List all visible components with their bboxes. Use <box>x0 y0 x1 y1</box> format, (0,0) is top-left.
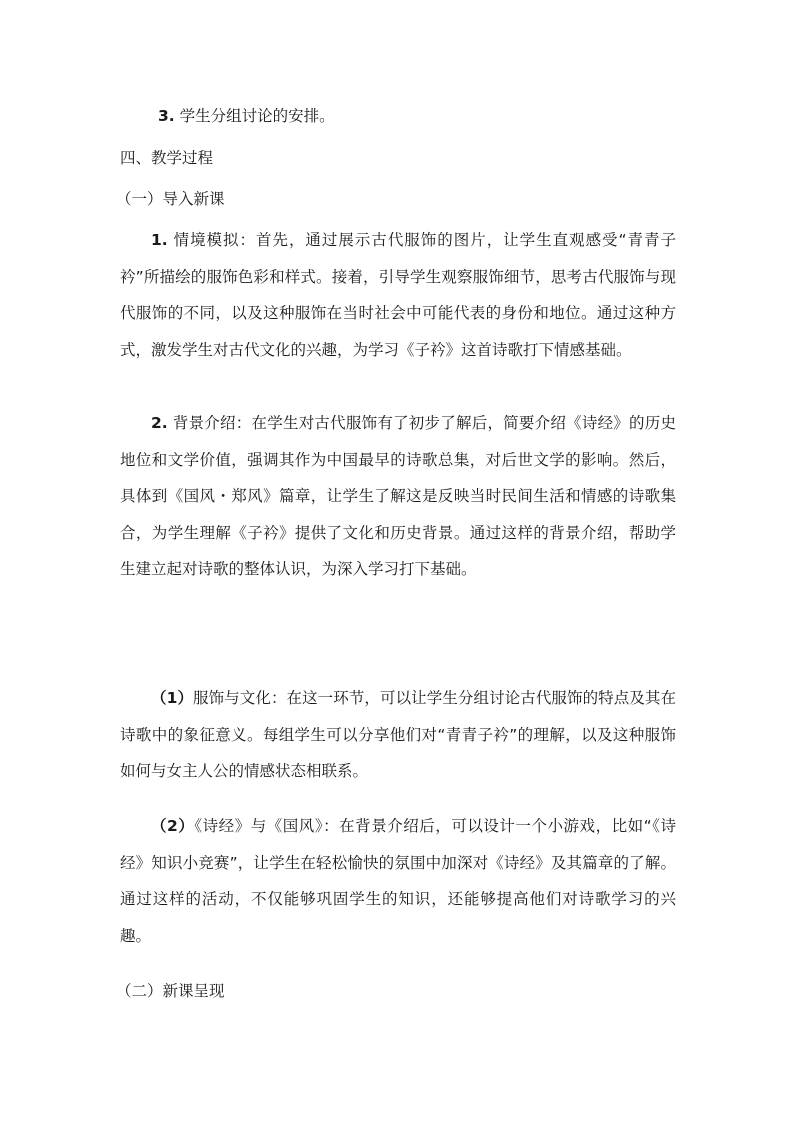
item-number: 3. <box>158 107 175 125</box>
section-title: 四、教学过程 <box>120 149 214 167</box>
subsection-title: （二）新课呈现 <box>116 982 225 1000</box>
subsection-title: （一）导入新课 <box>116 190 225 208</box>
list-item-3 <box>120 98 676 135</box>
paragraph-1 <box>120 222 676 368</box>
paragraph-text: 背景介绍：在学生对古代服饰有了初步了解后，简要介绍《诗经》的历史地位和文学价值，强调其作为中国最早的诗歌总集，对后世文学的影响。然后，具体到《国风・郑风》篇章，让学生了解这是反映当时民间生活和情感的诗歌集合，为学生理解《子衿》提供了文化和历史背景。通过这样的背景介绍，帮助学生建立起对诗歌的整体认识，为深入学习打下基础。 <box>120 414 676 578</box>
paragraph-number: （2） <box>151 817 195 835</box>
paragraph-3 <box>120 680 676 790</box>
subsection-heading-2 <box>116 973 672 1010</box>
paragraph-text: 《诗经》与《国风》：在背景介绍后，可以设计一个小游戏，比如“《诗经》知识小竞赛”，让学生在轻松愉快的氛围中加深对《诗经》及其篇章的了解。通过这样的活动，不仅能够巩固学生的知识，还能够提高他们对诗歌学习的兴趣。 <box>120 817 676 945</box>
paragraph-number: 1. <box>151 231 168 249</box>
subsection-heading-1 <box>116 181 672 218</box>
paragraph-4 <box>120 808 676 954</box>
paragraph-text: 服饰与文化：在这一环节，可以让学生分组讨论古代服饰的特点及其在诗歌中的象征意义。每组学生可以分享他们对“青青子衿”的理解，以及这种服饰如何与女主人公的情感状态相联系。 <box>120 689 676 780</box>
section-heading-4 <box>120 140 676 177</box>
paragraph-number: 2. <box>151 414 168 432</box>
item-text: 学生分组讨论的安排。 <box>174 107 335 125</box>
paragraph-number: （1） <box>151 689 194 707</box>
paragraph-text: 情境模拟：首先，通过展示古代服饰的图片，让学生直观感受“青青子衿”所描绘的服饰色彩和样式。接着，引导学生观察服饰细节，思考古代服饰与现代服饰的不同，以及这种服饰在当时社会中可能代表的身份和地位。通过这种方式，激发学生对古代文化的兴趣，为学习《子衿》这首诗歌打下情感基础。 <box>120 231 676 359</box>
paragraph-2 <box>120 405 676 588</box>
